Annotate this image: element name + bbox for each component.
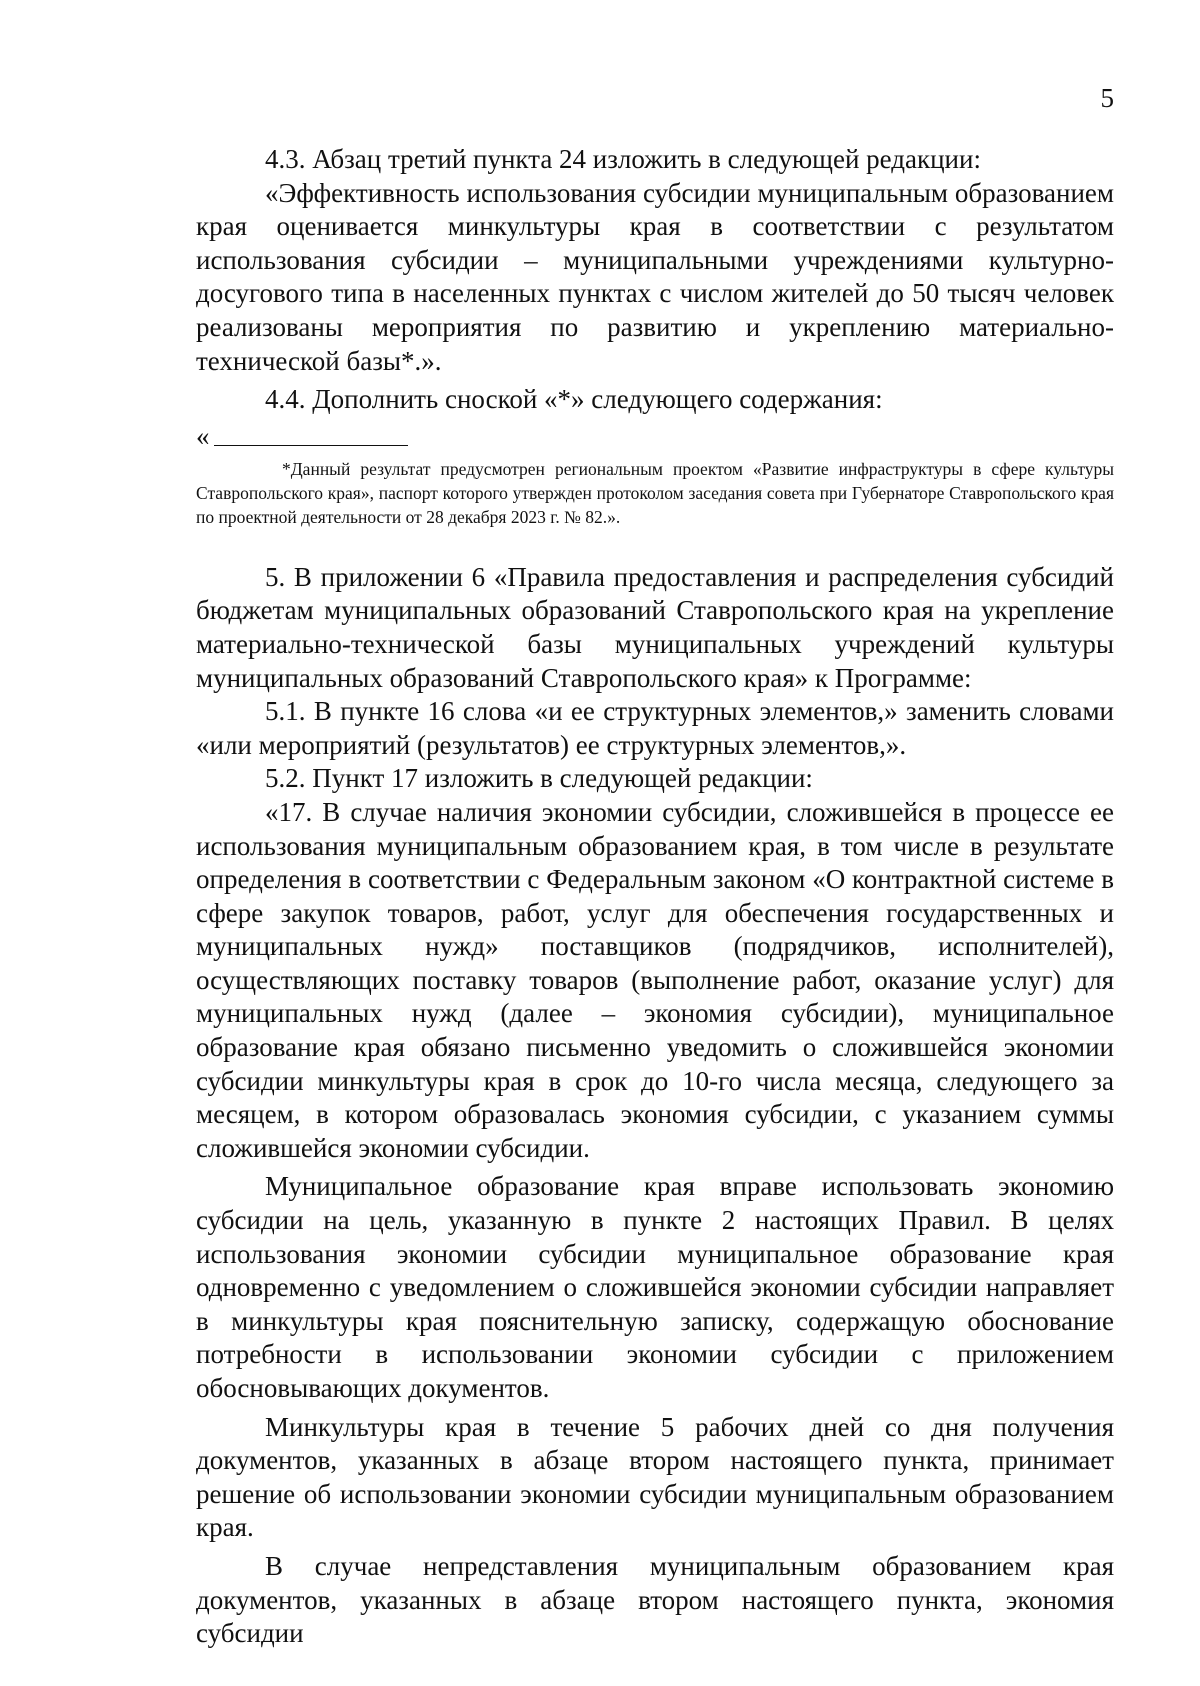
paragraph-5-1: 5.1. В пункте 16 слова «и ее структурных элементов,» заменить словами «или мероприятий (результатов) ее структурных элементов,». bbox=[196, 696, 1114, 760]
paragraph-5-2: 5.2. Пункт 17 изложить в следующей редакции: bbox=[265, 763, 813, 794]
footnote-text: *Данный результат предусмотрен региональным проектом «Развитие инфраструктуры в сфере культуры Ставропольского края», паспорт которого утвержден протоколом заседания совета при Губернаторе Ставропольского края по проектной деятельности от 28 декабря 2023 г. № 82.». bbox=[196, 458, 1114, 527]
paragraph-4-4: 4.4. Дополнить сноской «*» следующего содержания: bbox=[265, 384, 883, 415]
opening-quote: « bbox=[196, 420, 210, 451]
paragraph-17-fourth: В случае непредставления муниципальным образованием края документов, указанных в абзаце втором настоящего пункта, экономия субсидии bbox=[196, 1550, 1114, 1649]
paragraph-4-3-text: «Эффективность использования субсидии муниципальным образованием края оценивается минкультуры края в соответствии с результатом использования субсидии – муниципальными учреждениями культурно-досугового типа в населенных пунктах с числом жителей до 50 тысяч человек реализованы мероприятия по развитию и укреплению материально-технической базы*.». bbox=[196, 177, 1114, 376]
footnote-rule bbox=[214, 445, 408, 446]
page-number: 5 bbox=[1100, 83, 1114, 113]
paragraph-17: «17. В случае наличия экономии субсидии, сложившейся в процессе ее использования муниципальным образованием края, в том числе в результате определения в соответствии с Федеральным законом «О контрактной системе в сфере закупок товаров, работ, услуг для обеспечения государственных и муниципальных нужд» поставщиков (подрядчиков, исполнителей), осуществляющих поставку товаров (выполнение работ, оказание услуг) для муниципальных нужд (далее – экономия субсидии), муниципальное образование края обязано письменно уведомить о сложившейся экономии субсидии минкультуры края в срок до 10-го числа месяца, следующего за месяцем, в котором образовалась экономия субсидии, с указанием суммы сложившейся экономии субсидии. bbox=[196, 796, 1114, 1163]
footnote-separator bbox=[196, 420, 1114, 451]
paragraph-4-3: 4.3. Абзац третий пункта 24 изложить в следующей редакции: bbox=[265, 144, 981, 174]
paragraph-5: 5. В приложении 6 «Правила предоставления и распределения субсидий бюджетам муниципальных образований Ставропольского края на укрепление материально-технической базы муниципальных учреждений культуры муниципальных образований Ставропольского края» к Программе: bbox=[196, 561, 1114, 693]
paragraph-17-second: Муниципальное образование края вправе использовать экономию субсидии на цель, указанную в пункте 2 настоящих Правил. В целях использования экономии субсидии муниципальное образование края одновременно с уведомлением о сложившейся экономии субсидии направляет в минкультуры края пояснительную записку, содержащую обоснование потребности в использовании экономии субсидии с приложением обосновывающих документов. bbox=[196, 1171, 1114, 1403]
paragraph-17-third: Минкультуры края в течение 5 рабочих дней со дня получения документов, указанных в абзаце втором настоящего пункта, принимает решение об использовании экономии субсидии муниципальным образованием края. bbox=[196, 1411, 1114, 1543]
document-body bbox=[196, 143, 1114, 1651]
